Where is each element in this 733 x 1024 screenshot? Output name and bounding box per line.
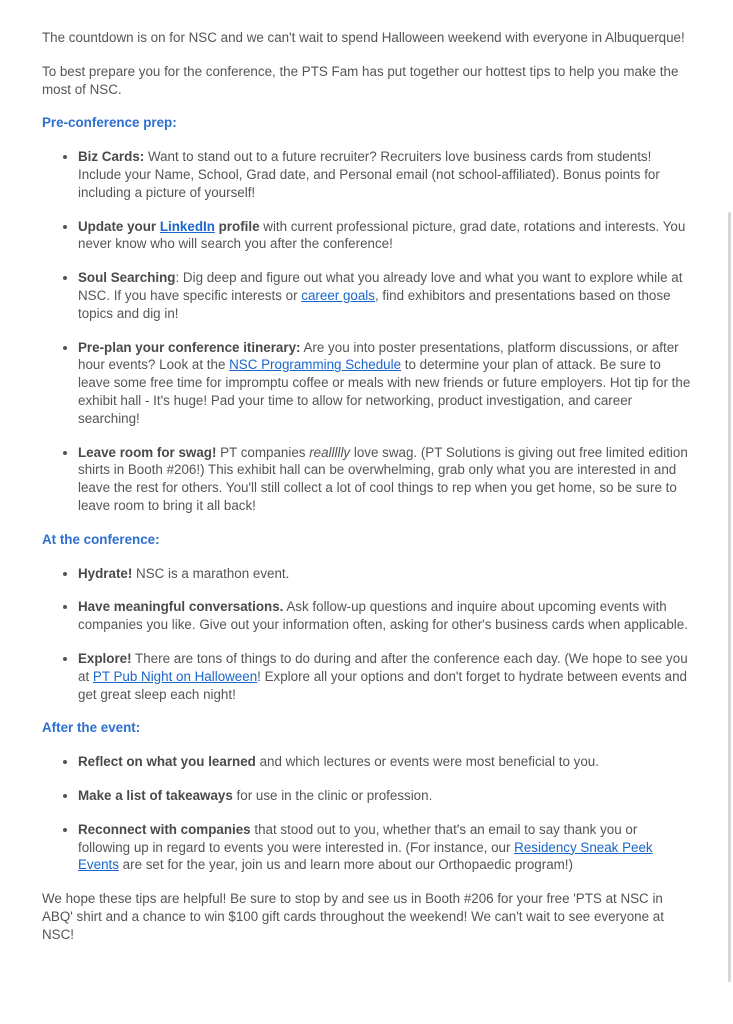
tip-text: and which lectures or events were most beneficial to you. <box>255 754 599 770</box>
list-item <box>78 565 692 583</box>
section-heading-pre-conference: Pre-conference prep: <box>42 115 177 131</box>
list-item <box>78 339 692 428</box>
list-item <box>78 218 692 254</box>
email-body <box>42 29 692 959</box>
tip-text: with current professional picture, grad date, rotations and interests. You never know who will search you after the conference! <box>78 218 686 252</box>
tip-text: , find exhibitors and presentations based on those topics and dig in! <box>78 287 671 321</box>
tip-text: Want to stand out to a future recruiter? Recruiters love business cards from students! Include your Name, School, Grad date, and Personal email (not school-affiliated). Bonus points for including a picture of yourself! <box>78 149 660 200</box>
tip-title <box>78 219 260 234</box>
list-item <box>78 650 692 703</box>
list-item <box>78 821 692 874</box>
tip-title: Reflect on what you learned <box>78 754 256 770</box>
tip-title: Pre-plan your conference itinerary: <box>78 339 301 355</box>
tip-title: Leave room for swag! <box>78 444 217 460</box>
tip-title-part: Update your <box>78 218 160 234</box>
pre-conference-list <box>42 148 692 515</box>
tip-title: Hydrate! <box>78 565 133 581</box>
scrollbar[interactable] <box>728 212 731 982</box>
list-item <box>78 148 692 201</box>
tip-text: that stood out to you, whether that's an email to say thank you or following up in regard to events you were interested in. (For instance, our <box>78 821 638 855</box>
tip-title-part: profile <box>214 218 260 234</box>
tip-text: ! Explore all your options and don't forget to hydrate between events and get great sleep each night! <box>78 668 688 702</box>
tip-text: : Dig deep and figure out what you already love and what you want to explore while at NSC. If you have specific interests or <box>78 270 683 303</box>
tip-text: for use in the clinic or profession. <box>232 787 433 803</box>
tip-text: NSC is a marathon event. <box>132 565 290 581</box>
tip-title: Make a list of takeaways <box>78 787 233 803</box>
tip-text: Ask follow-up questions and inquire about upcoming events with companies you like. Give out your information often, asking for other's business cards when applicable. <box>78 599 688 633</box>
tip-text: love swag. (PT Solutions is giving out free limited edition shirts in Booth #206!) This exhibit hall can be overwhelming, grab only what you are interested in and leave the rest for others. You'll still collect a lot of cool things to rep when you get home, so be sure to leave room to bring it all back! <box>78 444 688 513</box>
career-goals-link[interactable]: career goals <box>301 287 375 303</box>
tip-title: Biz Cards: <box>78 149 145 165</box>
tip-title: Explore! <box>78 650 132 666</box>
pub-night-link[interactable]: PT Pub Night on Halloween <box>92 668 258 684</box>
list-item <box>78 444 692 515</box>
linkedin-link[interactable]: LinkedIn <box>159 218 215 234</box>
closing-paragraph: We hope these tips are helpful! Be sure to stop by and see us in Booth #206 for your free 'PTS at NSC in ABQ' shirt and a chance to win $100 gift cards throughout the weekend! We can't wait to see everyone at NSC! <box>42 891 664 942</box>
list-item <box>78 753 692 771</box>
programming-schedule-link[interactable]: NSC Programming Schedule <box>229 357 402 373</box>
tip-title: Soul Searching <box>78 270 176 286</box>
tip-text: are set for the year, join us and learn more about our Orthopaedic program!) <box>118 857 573 873</box>
intro-paragraph-2: To best prepare you for the conference, the PTS Fam has put together our hottest tips to help you make the most of NSC. <box>42 63 679 97</box>
at-conference-list <box>42 565 692 704</box>
after-event-list <box>42 753 692 874</box>
tip-text: PT companies <box>216 444 310 460</box>
tip-emphasis: reallllly <box>309 444 351 460</box>
residency-sneak-peek-link[interactable]: Residency Sneak Peek Events <box>78 839 653 873</box>
section-heading-after-event: After the event: <box>42 720 141 736</box>
tip-text: There are tons of things to do during and after the conference each day. (We hope to see you at <box>78 650 688 684</box>
list-item <box>78 598 692 634</box>
section-heading-at-conference: At the conference: <box>42 531 160 547</box>
intro-paragraph: The countdown is on for NSC and we can't wait to spend Halloween weekend with everyone in Albuquerque! <box>42 30 685 45</box>
tip-title: Reconnect with companies <box>78 821 251 837</box>
tip-text: to determine your plan of attack. Be sure to leave some free time for impromptu coffee or meals with new friends or future employers. Hot tip for the exhibit hall - It's huge! Pad your time to allow for networking, product investigation, and career searching! <box>78 357 691 426</box>
tip-text: Are you into poster presentations, platform discussions, or after hour events? Look at the <box>78 339 679 373</box>
list-item <box>78 269 692 322</box>
list-item <box>78 787 692 805</box>
tip-title: Have meaningful conversations. <box>78 599 284 615</box>
